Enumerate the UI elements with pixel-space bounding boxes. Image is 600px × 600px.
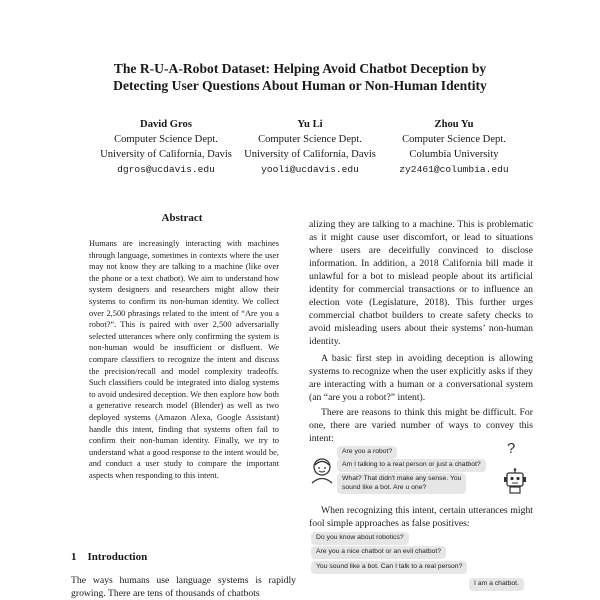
author-dept: Computer Science Dept. (258, 134, 362, 145)
right-paragraph-3: There are reasons to think this might be difficult. For one, there are varied number of ways to convey this intent: (309, 407, 533, 444)
author-2 (228, 117, 392, 177)
section-number: 1 (71, 551, 77, 563)
author-1 (84, 117, 248, 177)
author-name: David Gros (140, 119, 192, 130)
section-heading-introduction (71, 551, 147, 563)
author-affiliation: University of California, Davis (244, 149, 376, 160)
right-paragraph-1: alizing they are talking to a machine. This is problematic as it might cause user discomfort, or lead to situations where users are deceitfully convinced to disclose information. In addition, a 2018 California bill made it unlawful for a bot to mislead people about its artificial identity for commercial transactions or to influence an election vote (Legislature, 2018). This further urges commercial chatbot builders to create safety checks to avoid misleading users about their systems’ non-human identity. (309, 219, 533, 347)
author-name: Yu Li (297, 119, 323, 130)
chat-bubble-line: sound like a bot. Are u one? (342, 483, 427, 491)
author-dept: Computer Science Dept. (402, 134, 506, 145)
abstract-heading: Abstract (161, 212, 203, 224)
chat-bubble: Are you a nice chatbot or an evil chatbot? (311, 546, 446, 559)
author-email[interactable]: zy2461@columbia.edu (399, 164, 509, 175)
chat-bubble: Am I talking to a real person or just a chatbot? (337, 459, 486, 472)
author-name: Zhou Yu (434, 119, 474, 130)
right-paragraph-4: When recognizing this intent, certain utterances might fool simple approaches as false positives: (309, 505, 533, 529)
intro-paragraph: The ways humans use language systems is rapidly growing. There are tens of thousands of chatbots (71, 575, 296, 599)
author-email[interactable]: yooli@ucdavis.edu (261, 164, 359, 175)
abstract-text: Humans are increasingly interacting with machines through language, sometimes in contexts where the user may not know they are talking to a machine (like over the phone or a text chatbot). We aim to understand how system designers and researchers might allow their systems to confirm its non-human identity. We collect over 2,500 phrasings related to the intent of “Are you a robot?”. This is paired with over 2,500 adversarially selected utterances where only confirming the system is non-human would be insufficient or disfluent. We compare classifiers to recognize the intent and discuss the precision/recall and model complexity tradeoffs. Such classifiers could be integrated into dialog systems to avoid undesired deception. We then explore how both a generative research model (Blender) as well as two deployed systems (Amazon Alexa, Google Assistant) handle this intent, finding that systems often fail to confirm their non-human identity. Finally, we try to understand what a good response to the intent would be, and conduct a user study to compare the important aspects when responding to this intent. (89, 239, 279, 480)
question-mark-icon: ? (507, 440, 516, 457)
chat-bubble: Do you know about robotics? (311, 532, 409, 545)
person-icon (309, 456, 335, 484)
author-3 (372, 117, 536, 177)
figure-intent-examples (309, 440, 533, 500)
chat-bubble: You sound like a bot. Can I talk to a real person? (311, 561, 467, 574)
author-affiliation: University of California, Davis (100, 149, 232, 160)
chat-bubble-multiline (337, 473, 466, 494)
figure-false-positive-examples (309, 531, 533, 600)
right-paragraph-2: A basic first step in avoiding deception is allowing systems to recognize when the user explicitly asks if they are interacting with a human or a conversational system (an “are you a robot?” intent). (309, 353, 533, 403)
chat-bubble-response: I am a chatbot. (469, 578, 524, 591)
author-dept: Computer Science Dept. (114, 134, 218, 145)
paper-title (40, 60, 560, 94)
author-email[interactable]: dgros@ucdavis.edu (117, 164, 215, 175)
title-line-1: The R-U-A-Robot Dataset: Helping Avoid Chatbot Deception by (113, 61, 487, 76)
title-line-2: Detecting User Questions About Human or Non-Human Identity (113, 78, 487, 93)
robot-icon (503, 468, 527, 494)
chat-bubble: Are you a robot? (337, 446, 397, 459)
chat-bubble-line: What? That didn't make any sense. You (342, 475, 462, 482)
section-title: Introduction (87, 551, 148, 563)
author-affiliation: Columbia University (409, 149, 499, 160)
